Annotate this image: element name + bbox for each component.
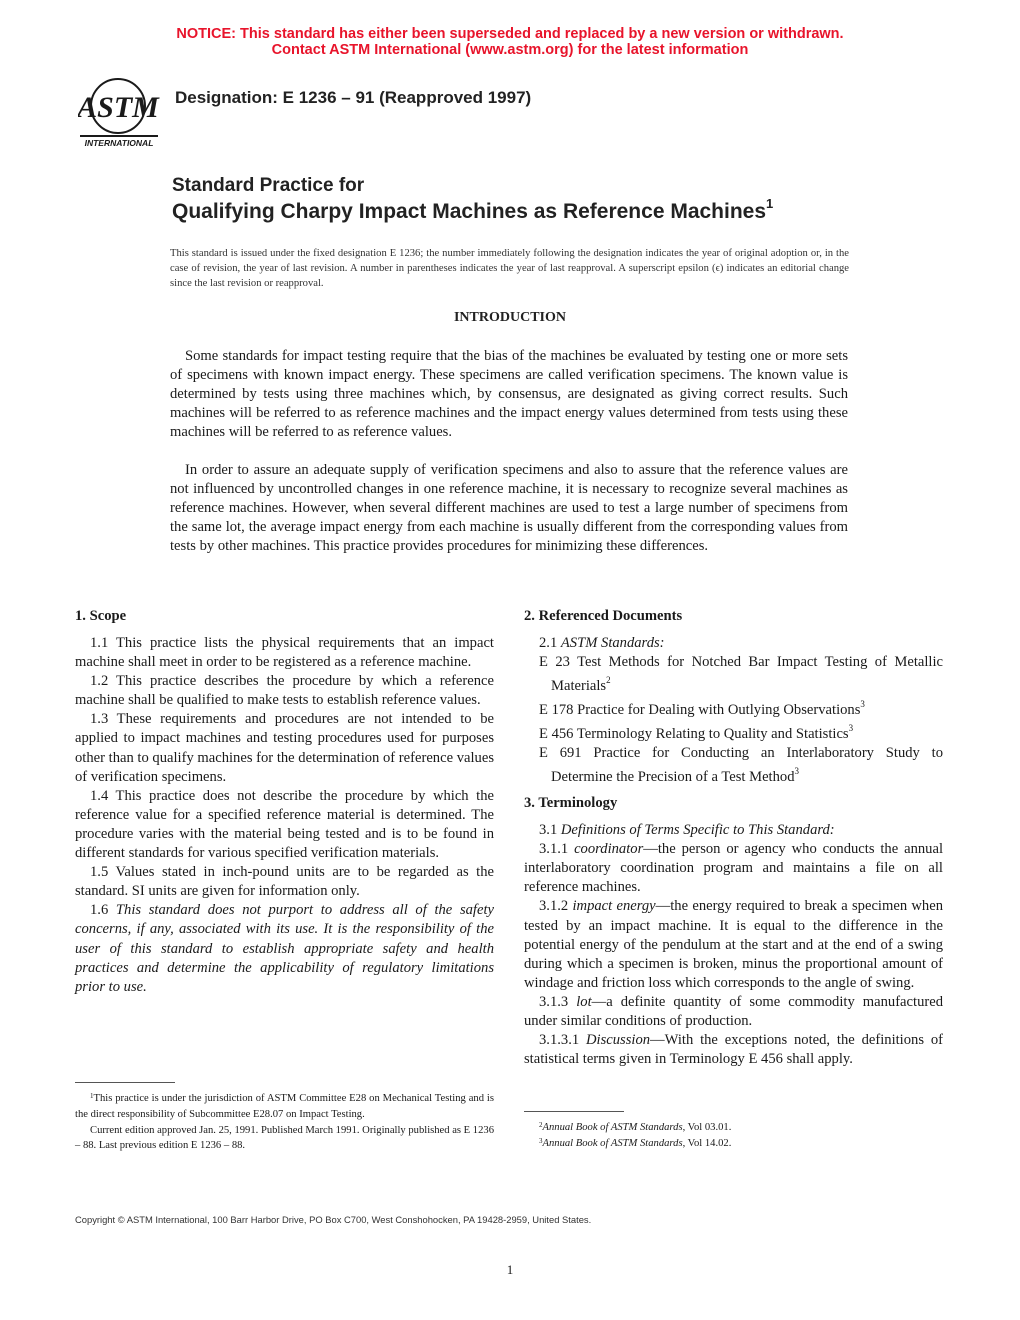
footnote-1-edition: Current edition approved Jan. 25, 1991. Published March 1991. Originally published as E 1236 – 88. Last previous edition E 1236 – 88. xyxy=(75,1124,494,1152)
reference-item xyxy=(524,744,943,787)
reference-item xyxy=(524,653,943,696)
definition-number: 3.1.2 xyxy=(539,898,573,915)
title-line-2 xyxy=(172,198,773,224)
notice-line-1: NOTICE: This standard has either been superseded and replaced by a new version or withdrawn. xyxy=(176,26,844,42)
reference-item xyxy=(524,720,943,744)
footnote-text: This practice is under the jurisdiction of ASTM Committee E28 on Mechanical Testing and is the direct responsibility of Subcommittee E28.07 on Impact Testing. xyxy=(75,1093,494,1121)
footnote-mark: 2 xyxy=(539,1121,543,1129)
scope-1-3: 1.3 These requirements and procedures are not intended to be applied to impact machines and testing procedures used for purposes other than to qualify machines for the determination of reference values of verification specimens. xyxy=(75,711,494,785)
definition-text: —a definite quantity of some commodity manufactured under similar conditions of production. xyxy=(524,993,943,1030)
definition-coordinator xyxy=(524,840,943,897)
footnote-1 xyxy=(75,1091,494,1123)
footnote-mark: 3 xyxy=(539,1137,543,1146)
copyright: Copyright © ASTM International, 100 Barr Harbor Drive, PO Box C700, West Conshohocken, PA 19428-2959, United States. xyxy=(75,1214,592,1225)
reference-text: E 456 Terminology Relating to Quality and Statistics xyxy=(539,725,849,742)
scope-1-2: 1.2 This practice describes the procedure by which a reference machine shall be qualified to make tests to establish reference values. xyxy=(75,673,494,709)
notice-line-2: Contact ASTM International (www.astm.org) for the latest information xyxy=(271,42,749,58)
left-column xyxy=(75,607,494,997)
footnote-divider-left xyxy=(75,1082,175,1083)
scope-heading: 1. Scope xyxy=(75,608,127,624)
reference-text: E 23 Test Methods for Notched Bar Impact Testing of Metallic Materials xyxy=(539,654,943,695)
definition-term: Discussion xyxy=(585,1032,651,1049)
footnote-divider-right xyxy=(524,1111,624,1112)
definition-term: coordinator xyxy=(574,841,644,858)
title-text: Qualifying Charpy Impact Machines as Reference Machines xyxy=(172,200,767,223)
footnote-3 xyxy=(524,1136,943,1152)
footnote-2 xyxy=(524,1120,943,1136)
reference-footnote-mark: 3 xyxy=(860,699,865,710)
definition-lot xyxy=(524,993,943,1031)
reference-item xyxy=(524,696,943,720)
referenced-2-1-number: 2.1 xyxy=(539,635,561,651)
terminology-3-1-number: 3.1 xyxy=(539,822,561,839)
definition-discussion xyxy=(524,1031,943,1069)
introduction-paragraph-2: In order to assure an adequate supply of verification specimens and also to assure that the reference values are not influenced by uncontrolled changes in one reference machine, it is necessary to recognize several machines as reference machines. However, when several different machines are used to test a large number of specimens from the same lot, the average impact energy from each machine is usually different from the corresponding values from tests by other machines. This practice provides procedures for minimizing these differences. xyxy=(170,462,848,555)
terminology-heading: 3. Terminology xyxy=(524,795,618,812)
referenced-documents-heading: 2. Referenced Documents xyxy=(524,608,683,624)
astm-logo-icon xyxy=(78,76,160,150)
title-footnote-mark: 1 xyxy=(766,196,774,211)
terminology-3-1 xyxy=(524,821,943,840)
footnotes-right xyxy=(524,1120,943,1153)
introduction-paragraph-1: Some standards for impact testing require that the bias of the machines be evaluated by testing one or more sets of specimens with known impact energy. These specimens are called verification specimens. The known value is determined by tests using three machines which, by consensus, are designated as giving correct results. Such machines will be referred to as reference machines and the impact energy values determined from tests using these machines will be referred to as reference values. xyxy=(170,348,848,441)
astm-logo xyxy=(78,76,160,150)
reference-footnote-mark: 3 xyxy=(848,723,854,734)
footnotes-left xyxy=(75,1091,494,1154)
designation: Designation: E 1236 – 91 (Reapproved 1997) xyxy=(175,88,532,107)
scope-1-1: 1.1 This practice lists the physical requirements that an impact machine shall meet in order to be registered as a reference machine. xyxy=(75,635,494,671)
page-number: 1 xyxy=(506,1262,514,1277)
introduction-heading: INTRODUCTION xyxy=(453,310,566,325)
logo-label: INTERNATIONAL xyxy=(84,138,154,148)
reference-text: E 178 Practice for Dealing with Outlying Observations xyxy=(539,702,861,718)
definition-number: 3.1.3.1 xyxy=(539,1032,586,1049)
footnote-title: Annual Book of ASTM Standards xyxy=(542,1122,683,1133)
reference-text: E 691 Practice for Conducting an Interlaboratory Study to Determine the Precision of a Test Method xyxy=(539,745,943,785)
scope-1-6-number: 1.6 xyxy=(90,902,116,919)
footnote-volume: , Vol 03.01. xyxy=(682,1122,732,1133)
definition-text: —the person or agency who conducts the annual interlaboratory coordination program and maintains a file on all reference machines. xyxy=(524,841,943,896)
definition-text: —the energy required to break a specimen when tested by an impact machine. It is equal to the difference in the potential energy of the pendulum at the start and at the end of a swing during which a specimen is broken, minus the proportional amount of windage and friction loss which corresponds to the angle of swing. xyxy=(524,898,943,991)
footnote-mark: 1 xyxy=(90,1092,94,1100)
referenced-2-1-text: ASTM Standards: xyxy=(560,635,665,651)
definition-text: —With the exceptions noted, the definitions of statistical terms given in Terminology E 456 shall apply. xyxy=(524,1032,944,1068)
scope-1-5: 1.5 Values stated in inch-pound units are to be regarded as the standard. SI units are given for information only. xyxy=(75,864,494,900)
scope-1-6-text: This standard does not purport to address all of the safety concerns, if any, associated with its use. It is the responsibility of the user of this standard to establish appropriate safety and health practices and determine the applicability of regulatory limitations prior to use. xyxy=(75,902,494,995)
definition-number: 3.1.3 xyxy=(539,993,577,1010)
scope-1-4: 1.4 This practice does not describe the procedure by which the reference value for a specified reference material is determined. The procedure varies with the material being tested and is to be found in different standards for various specified verification materials. xyxy=(75,787,494,862)
logo-letters: ASTM xyxy=(78,91,159,124)
definition-number: 3.1.1 xyxy=(539,841,575,858)
terminology-3-1-text: Definitions of Terms Specific to This Standard: xyxy=(560,822,835,839)
definition-term: impact energy xyxy=(572,898,656,915)
footnote-volume: , Vol 14.02. xyxy=(682,1138,732,1150)
referenced-2-1 xyxy=(524,634,943,653)
issued-note: This standard is issued under the fixed designation E 1236; the number immediately following the designation indicates the year of original adoption or, in the case of revision, the year of last revision. A number in parentheses indicates the year of last reapproval. A superscript epsilon (ϵ) indicates an editorial change since the last revision or reapproval. xyxy=(170,248,849,289)
definition-term: lot xyxy=(576,993,592,1010)
right-column xyxy=(524,607,943,1069)
scope-1-6 xyxy=(75,901,494,996)
definition-impact-energy xyxy=(524,897,943,992)
reference-footnote-mark: 3 xyxy=(794,766,799,777)
footnote-title: Annual Book of ASTM Standards xyxy=(542,1138,683,1150)
reference-footnote-mark: 2 xyxy=(606,675,611,686)
title-line-1: Standard Practice for xyxy=(172,175,365,196)
